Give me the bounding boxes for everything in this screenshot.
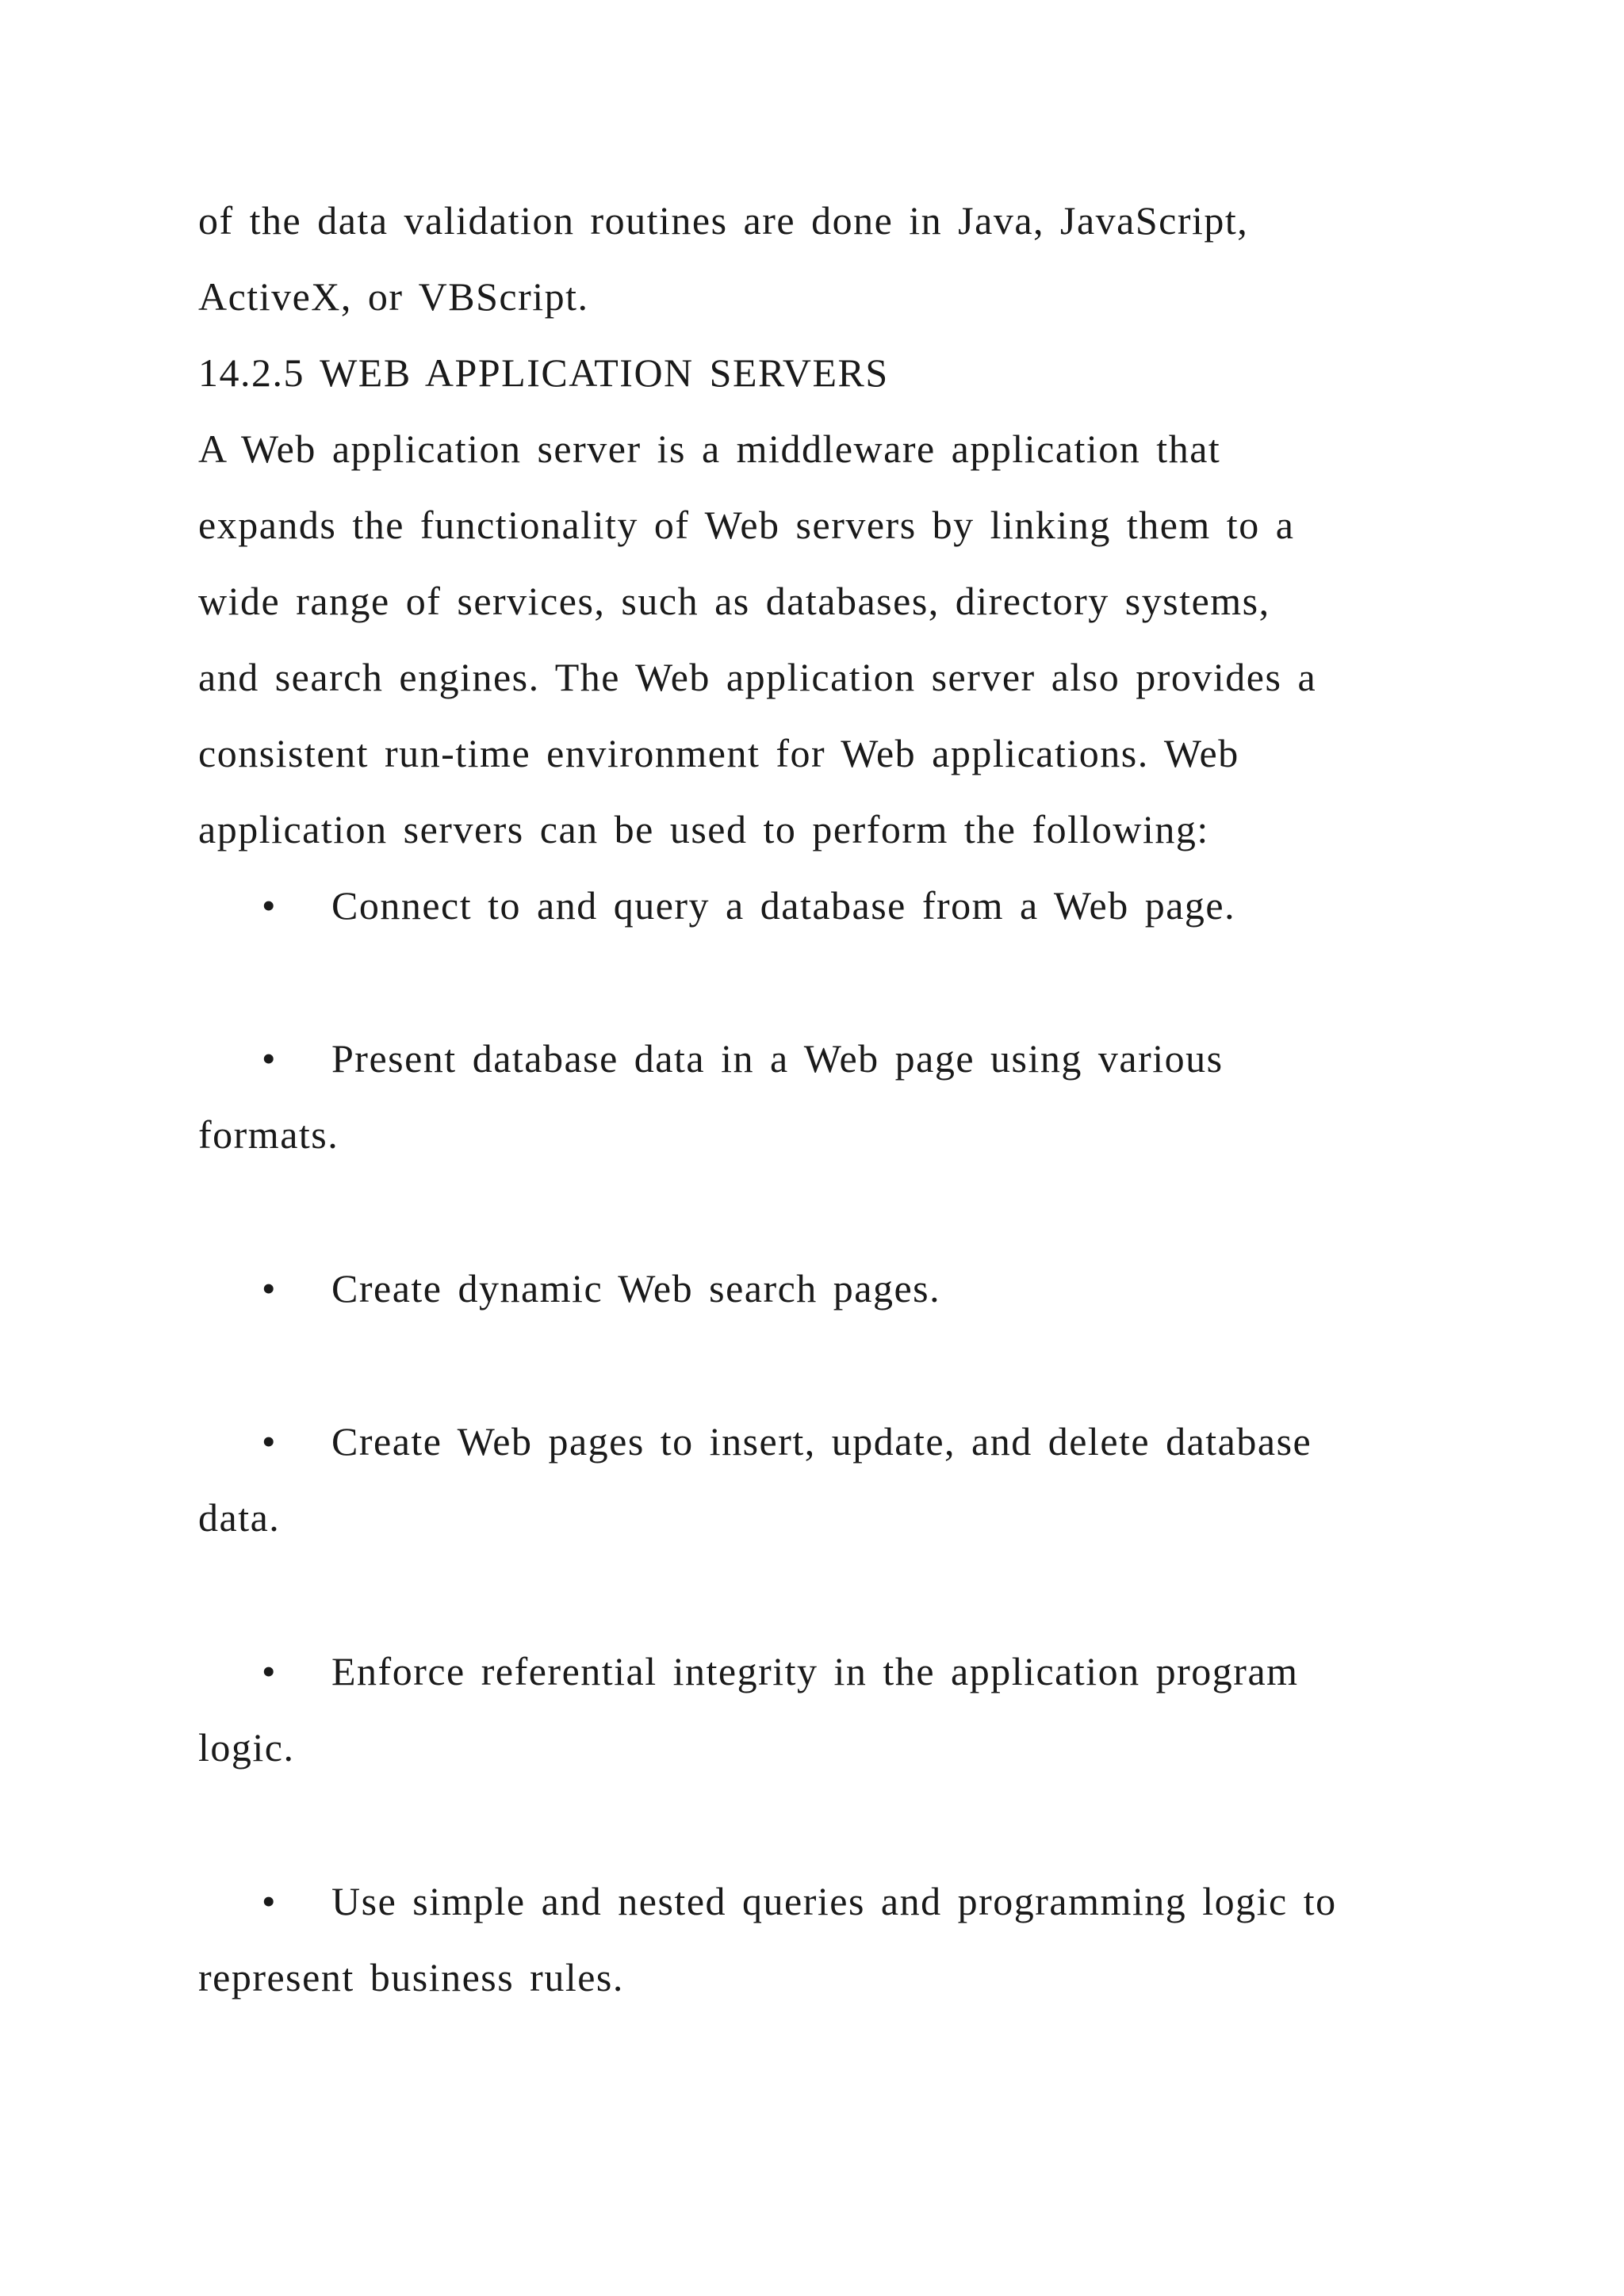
bullet-continuation: data. (198, 1495, 281, 1540)
bullet-marker: • (262, 1419, 278, 1464)
intro-line: ActiveX, or VBScript. (198, 274, 589, 319)
bullet-continuation: logic. (198, 1725, 295, 1770)
paragraph-line: wide range of services, such as databases, directory systems, (198, 579, 1270, 623)
bullet-text: Create Web pages to insert, update, and delete database (331, 1419, 1312, 1464)
paragraph-line: application servers can be used to perform the following: (198, 807, 1209, 851)
bullet-marker: • (262, 1879, 278, 1923)
bullet-text: Connect to and query a database from a Web page. (331, 883, 1236, 928)
bullet-marker: • (262, 883, 278, 928)
bullet-text: Create dynamic Web search pages. (331, 1266, 941, 1311)
bullet-text: Present database data in a Web page using various (331, 1036, 1224, 1081)
paragraph-line: expands the functionality of Web servers by linking them to a (198, 503, 1295, 547)
bullet-text: Enforce referential integrity in the application program (331, 1649, 1299, 1693)
paragraph-line: and search engines. The Web application server also provides a (198, 655, 1317, 699)
bullet-continuation: formats. (198, 1112, 339, 1157)
paragraph-line: consistent run-time environment for Web applications. Web (198, 731, 1239, 775)
section-heading: 14.2.5 WEB APPLICATION SERVERS (198, 350, 889, 395)
bullet-marker: • (262, 1649, 278, 1693)
bullet-marker: • (262, 1036, 278, 1081)
bullet-continuation: represent business rules. (198, 1955, 624, 1999)
paragraph-line: A Web application server is a middleware application that (198, 427, 1221, 471)
intro-line: of the data validation routines are done in Java, JavaScript, (198, 198, 1249, 243)
bullet-text: Use simple and nested queries and programming logic to (331, 1879, 1337, 1923)
bullet-marker: • (262, 1266, 278, 1311)
